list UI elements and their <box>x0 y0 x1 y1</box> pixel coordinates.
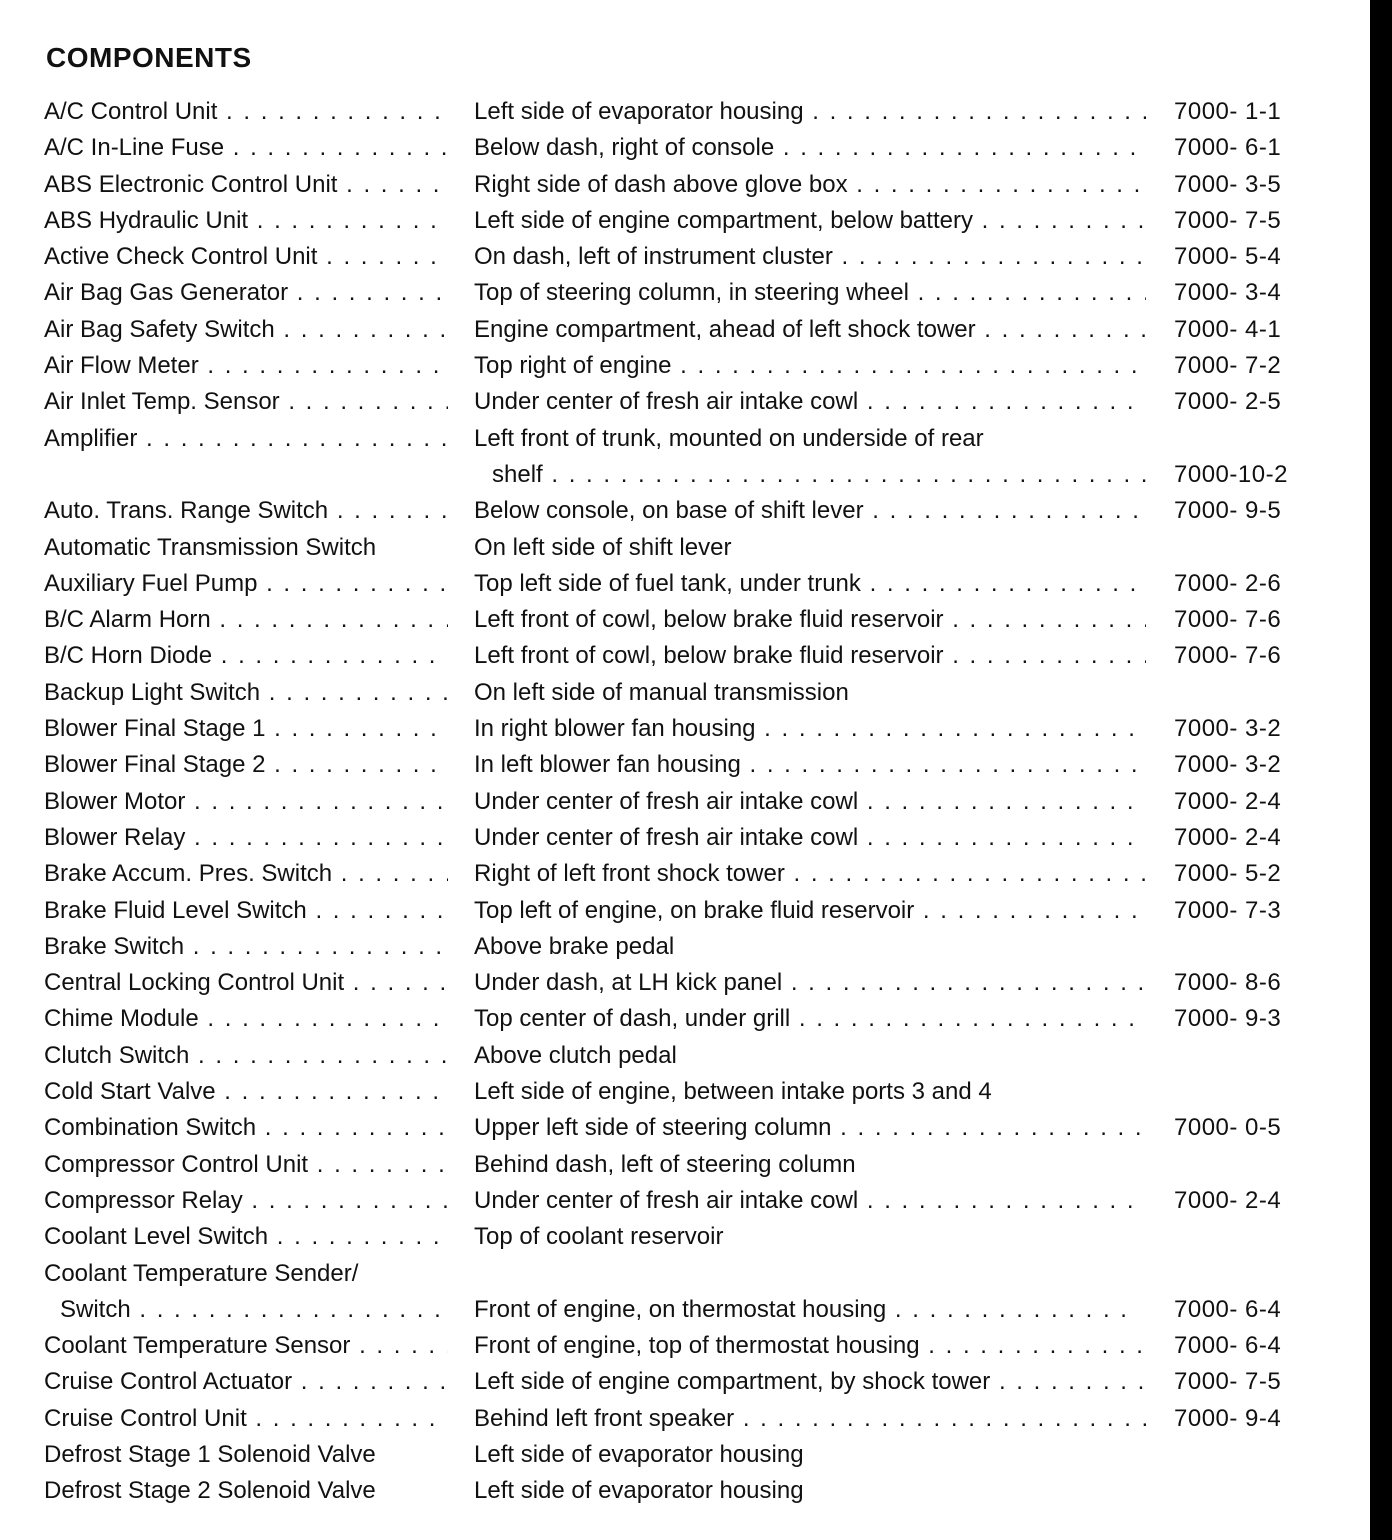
leader-dots <box>337 171 448 198</box>
list-item <box>0 1364 1370 1400</box>
page-reference: 7000- 3-2 <box>1174 751 1282 779</box>
list-item <box>0 130 1370 166</box>
leader-dots <box>976 316 1146 343</box>
leader-dots <box>265 751 448 778</box>
list-item <box>0 348 1370 384</box>
list-item <box>0 675 1370 711</box>
list-item <box>0 312 1370 348</box>
component-location-text: Front of engine, top of thermostat housing <box>474 1332 920 1360</box>
component-location-text: Top of coolant reservoir <box>474 1223 724 1251</box>
component-name-text: Coolant Level Switch <box>44 1223 269 1251</box>
list-item <box>0 784 1370 820</box>
list-item <box>0 1038 1370 1074</box>
component-name-text: Air Inlet Temp. Sensor <box>44 388 280 416</box>
list-item <box>0 1256 1370 1329</box>
page-reference: 7000- 6-4 <box>1174 1295 1282 1323</box>
leader-dots <box>260 679 448 706</box>
component-name-text: Air Bag Safety Switch <box>44 315 275 343</box>
component-location <box>474 384 1146 420</box>
list-item <box>0 1110 1370 1146</box>
component-location <box>474 965 1146 1001</box>
component-location-text: Left front of trunk, mounted on underside of rear <box>474 424 984 452</box>
leader-dots <box>224 134 448 161</box>
leader-dots <box>280 388 448 415</box>
component-name-text: ABS Hydraulic Unit <box>44 206 249 234</box>
page-reference: 7000- 1-1 <box>1174 98 1282 125</box>
component-name <box>44 1473 448 1509</box>
list-item <box>0 1183 1370 1219</box>
component-location <box>474 638 1146 674</box>
leader-dots <box>247 1405 448 1432</box>
component-name <box>44 1110 448 1146</box>
component-name-text: Blower Final Stage 1 <box>44 715 266 743</box>
component-location <box>474 203 1146 239</box>
leader-dots <box>199 352 448 379</box>
component-location <box>474 1328 1146 1364</box>
component-location <box>474 1183 1146 1219</box>
component-location <box>474 856 1146 892</box>
list-item <box>0 711 1370 747</box>
component-name-text: B/C Horn Diode <box>44 642 213 670</box>
page-reference: 7000- 2-4 <box>1174 787 1282 815</box>
leader-dots <box>350 1332 448 1359</box>
component-location <box>474 348 1146 384</box>
component-location-text: Behind dash, left of steering column <box>474 1150 856 1178</box>
component-location <box>474 711 1146 747</box>
component-name-continued <box>60 1292 448 1328</box>
component-name <box>44 493 448 529</box>
list-item <box>0 167 1370 203</box>
component-location-text: In right blower fan housing <box>474 715 756 743</box>
component-name <box>44 1364 448 1400</box>
leader-dots <box>185 824 448 851</box>
component-name <box>44 1256 448 1292</box>
component-location <box>474 602 1146 638</box>
component-location-text: Under dash, at LH kick panel <box>474 969 783 997</box>
leader-dots <box>184 933 448 960</box>
page-reference: 7000- 9-3 <box>1174 1005 1282 1033</box>
component-location-text: Left side of engine compartment, by shock tower <box>474 1368 991 1396</box>
component-location <box>474 1401 1146 1437</box>
component-name-text: Cruise Control Unit <box>44 1404 247 1432</box>
component-location <box>474 675 1146 711</box>
list-item <box>0 1147 1370 1183</box>
leader-dots <box>243 1187 448 1214</box>
component-location-text: Left side of evaporator housing <box>474 1477 804 1505</box>
component-location <box>474 1364 1146 1400</box>
component-name-text: Air Bag Gas Generator <box>44 279 289 307</box>
leader-dots <box>199 1005 448 1032</box>
component-location <box>474 784 1146 820</box>
leader-dots <box>217 98 448 125</box>
component-name <box>44 566 448 602</box>
component-location <box>474 421 1146 457</box>
page-edge-bar <box>1370 0 1392 1540</box>
component-location-text: Left side of engine compartment, below battery <box>474 206 973 234</box>
component-location <box>474 566 1146 602</box>
component-name <box>44 1147 448 1183</box>
page-reference: 7000- 2-5 <box>1174 388 1282 416</box>
page-reference: 7000- 2-6 <box>1174 569 1282 597</box>
component-location-text: Under center of fresh air intake cowl <box>474 787 859 815</box>
leader-dots <box>185 788 448 815</box>
component-location-text: Under center of fresh air intake cowl <box>474 388 859 416</box>
page-reference: 7000- 7-2 <box>1174 352 1282 380</box>
component-location-text: Left side of evaporator housing <box>474 98 804 125</box>
list-item <box>0 1437 1370 1473</box>
component-location <box>474 493 1146 529</box>
leader-dots <box>785 860 1146 887</box>
list-item <box>0 566 1370 602</box>
component-name <box>44 893 448 929</box>
component-location <box>474 1147 1146 1183</box>
component-location-text: Top right of engine <box>474 352 672 380</box>
component-name <box>44 784 448 820</box>
leader-dots <box>864 497 1146 524</box>
component-name-text: Defrost Stage 2 Solenoid Valve <box>44 1477 376 1505</box>
component-name <box>44 130 448 166</box>
component-name <box>44 1074 448 1110</box>
component-location-text: Right of left front shock tower <box>474 860 785 888</box>
component-location <box>474 130 1146 166</box>
list-item <box>0 275 1370 311</box>
list-item <box>0 820 1370 856</box>
leader-dots <box>920 1332 1146 1359</box>
component-location <box>474 747 1146 783</box>
page-reference: 7000- 5-2 <box>1174 860 1282 888</box>
leader-dots <box>308 1151 448 1178</box>
component-name-text: Brake Accum. Pres. Switch <box>44 860 333 888</box>
component-name-text: Air Flow Meter <box>44 352 199 380</box>
component-name-text: Blower Final Stage 2 <box>44 751 266 779</box>
leader-dots <box>782 969 1146 996</box>
component-name <box>44 275 448 311</box>
component-location-text: Below dash, right of console <box>474 134 775 162</box>
leader-dots <box>858 388 1146 415</box>
component-name-continued-text: Switch <box>60 1295 131 1323</box>
component-name <box>44 602 448 638</box>
component-name <box>44 94 448 130</box>
list-item <box>0 1401 1370 1437</box>
component-location <box>474 1038 1146 1074</box>
component-location <box>474 530 1146 566</box>
component-location <box>474 239 1146 275</box>
component-location <box>474 929 1146 965</box>
component-name <box>44 421 448 457</box>
leader-dots <box>275 316 448 343</box>
page-reference: 7000- 3-2 <box>1174 715 1282 743</box>
component-location-text: Right side of dash above glove box <box>474 170 848 198</box>
component-location-continued <box>474 1292 1128 1328</box>
component-location <box>474 893 1146 929</box>
component-name-text: Clutch Switch <box>44 1041 190 1069</box>
page-reference: 7000- 7-6 <box>1174 642 1282 670</box>
component-location-text: Top left side of fuel tank, under trunk <box>474 569 861 597</box>
component-name-text: Defrost Stage 1 Solenoid Valve <box>44 1440 376 1468</box>
component-location <box>474 1110 1146 1146</box>
component-name-text: ABS Electronic Control Unit <box>44 170 338 198</box>
component-name-text: Compressor Control Unit <box>44 1150 309 1178</box>
component-name <box>44 1401 448 1437</box>
list-item <box>0 638 1370 674</box>
component-name <box>44 1001 448 1037</box>
list-item <box>0 602 1370 638</box>
component-location-text: Left front of cowl, below brake fluid reservoir <box>474 606 944 634</box>
page-reference: 7000- 9-4 <box>1174 1404 1282 1432</box>
leader-dots <box>756 715 1146 742</box>
component-name <box>44 530 448 566</box>
component-name <box>44 239 448 275</box>
component-location-continued-text: shelf <box>492 460 543 488</box>
page-reference: 7000- 5-4 <box>1174 243 1282 271</box>
page-reference: 7000- 9-5 <box>1174 497 1282 525</box>
list-item <box>0 893 1370 929</box>
leader-dots <box>212 642 448 669</box>
component-name-text: Automatic Transmission Switch <box>44 533 377 561</box>
component-name-text: Auto. Trans. Range Switch <box>44 497 329 525</box>
component-location-continued <box>492 457 1146 493</box>
component-location-text: Top center of dash, under grill <box>474 1005 791 1033</box>
component-location <box>474 94 1146 130</box>
list-item <box>0 239 1370 275</box>
page-reference: 7000- 4-1 <box>1174 315 1282 343</box>
component-location-text: Left side of evaporator housing <box>474 1440 804 1468</box>
component-name <box>44 1183 448 1219</box>
component-name <box>44 348 448 384</box>
component-name <box>44 203 448 239</box>
leader-dots <box>131 1296 448 1323</box>
leader-dots <box>858 824 1146 851</box>
leader-dots <box>858 788 1146 815</box>
page-reference: 7000- 2-4 <box>1174 1186 1282 1214</box>
leader-dots <box>344 969 448 996</box>
component-name-text: Compressor Relay <box>44 1186 243 1214</box>
list-item <box>0 530 1370 566</box>
leader-dots <box>804 98 1146 125</box>
list-item <box>0 384 1370 420</box>
leader-dots <box>944 606 1146 633</box>
component-name-text: A/C In-Line Fuse <box>44 134 225 162</box>
leader-dots <box>265 715 448 742</box>
leader-dots <box>909 279 1146 306</box>
component-location-text: Below console, on base of shift lever <box>474 497 864 525</box>
component-name-text: Cold Start Valve <box>44 1078 216 1106</box>
component-location <box>474 1473 1146 1509</box>
component-location-text: On left side of manual transmission <box>474 678 849 706</box>
leader-dots <box>256 1114 448 1141</box>
page-reference: 7000- 8-6 <box>1174 969 1282 997</box>
leader-dots <box>861 570 1146 597</box>
component-name-text: Central Locking Control Unit <box>44 969 345 997</box>
component-name <box>44 312 448 348</box>
page-reference: 7000- 7-3 <box>1174 896 1282 924</box>
component-name-text: B/C Alarm Horn <box>44 606 211 634</box>
leader-dots <box>288 279 448 306</box>
component-location-continued-text: Front of engine, on thermostat housing <box>474 1295 887 1323</box>
leader-dots <box>914 897 1146 924</box>
component-name <box>44 747 448 783</box>
leader-dots <box>790 1005 1146 1032</box>
component-name-text: Amplifier <box>44 424 138 452</box>
leader-dots <box>328 497 448 524</box>
leader-dots <box>886 1296 1128 1323</box>
component-name-text: Chime Module <box>44 1005 199 1033</box>
component-location-text: On dash, left of instrument cluster <box>474 243 833 271</box>
component-location <box>474 1219 1146 1255</box>
component-location-text: Above clutch pedal <box>474 1041 677 1069</box>
list-item <box>0 1074 1370 1110</box>
component-list <box>0 94 1370 1510</box>
component-location-text: Engine compartment, ahead of left shock tower <box>474 315 976 343</box>
component-location <box>474 312 1146 348</box>
component-name-text: Combination Switch <box>44 1114 257 1142</box>
component-name <box>44 965 448 1001</box>
component-name <box>44 384 448 420</box>
leader-dots <box>734 1405 1146 1432</box>
component-name <box>44 1219 448 1255</box>
component-location <box>474 1074 1146 1110</box>
page-reference: 7000- 3-4 <box>1174 279 1282 307</box>
component-name <box>44 820 448 856</box>
leader-dots <box>292 1368 448 1395</box>
component-location-text: Under center of fresh air intake cowl <box>474 823 859 851</box>
list-item <box>0 1001 1370 1037</box>
list-item <box>0 493 1370 529</box>
component-location-text: Upper left side of steering column <box>474 1114 832 1142</box>
list-item <box>0 94 1370 130</box>
leader-dots <box>248 207 448 234</box>
leader-dots <box>332 860 448 887</box>
component-location-text: Top left of engine, on brake fluid reservoir <box>474 896 915 924</box>
leader-dots <box>973 207 1146 234</box>
component-location-text: Under center of fresh air intake cowl <box>474 1186 859 1214</box>
list-item <box>0 203 1370 239</box>
list-item <box>0 421 1370 494</box>
component-name-text: Active Check Control Unit <box>44 243 318 271</box>
list-item <box>0 1219 1370 1255</box>
component-name <box>44 1038 448 1074</box>
component-name-text: Auxiliary Fuel Pump <box>44 569 258 597</box>
page-reference: 7000- 7-5 <box>1174 1368 1282 1396</box>
list-item <box>0 856 1370 892</box>
leader-dots <box>832 1114 1146 1141</box>
list-item <box>0 1473 1370 1509</box>
component-name <box>44 675 448 711</box>
list-item <box>0 965 1370 1001</box>
component-name-text: Blower Relay <box>44 823 186 851</box>
page-reference: 7000- 3-5 <box>1174 170 1282 198</box>
component-name-text: Backup Light Switch <box>44 678 261 706</box>
component-location <box>474 275 1146 311</box>
component-location <box>474 167 1146 203</box>
list-item <box>0 1328 1370 1364</box>
component-location-text: Top of steering column, in steering wheel <box>474 279 909 307</box>
component-location <box>474 1437 1146 1473</box>
leader-dots <box>944 642 1146 669</box>
page-reference: 7000- 7-6 <box>1174 606 1282 634</box>
component-location <box>474 1001 1146 1037</box>
leader-dots <box>990 1368 1146 1395</box>
component-name-text: Brake Switch <box>44 932 185 960</box>
component-name-text: Cruise Control Actuator <box>44 1368 293 1396</box>
component-name-text: Coolant Temperature Sender/ <box>44 1259 359 1287</box>
page-reference: 7000-10-2 <box>1174 460 1288 488</box>
leader-dots <box>543 461 1146 488</box>
component-name-text: Brake Fluid Level Switch <box>44 896 307 924</box>
leader-dots <box>216 1078 448 1105</box>
component-location <box>474 820 1146 856</box>
page-reference: 7000- 6-1 <box>1174 134 1282 162</box>
leader-dots <box>189 1042 448 1069</box>
section-heading: COMPONENTS <box>46 42 252 73</box>
component-location-text: Above brake pedal <box>474 932 675 960</box>
page-reference: 7000- 0-5 <box>1174 1114 1282 1142</box>
component-name <box>44 638 448 674</box>
page-reference: 7000- 7-5 <box>1174 206 1282 234</box>
component-name <box>44 1437 448 1473</box>
leader-dots <box>257 570 448 597</box>
leader-dots <box>833 243 1146 270</box>
component-name <box>44 167 448 203</box>
component-location-text: Behind left front speaker <box>474 1404 735 1432</box>
leader-dots <box>307 897 448 924</box>
leader-dots <box>137 425 448 452</box>
component-name-text: Coolant Temperature Sensor <box>44 1332 351 1360</box>
leader-dots <box>268 1223 448 1250</box>
component-location-text: Left front of cowl, below brake fluid reservoir <box>474 642 944 670</box>
leader-dots <box>741 751 1146 778</box>
component-location-text: Left side of engine, between intake ports 3 and 4 <box>474 1078 992 1106</box>
leader-dots <box>671 352 1146 379</box>
leader-dots <box>858 1187 1146 1214</box>
leader-dots <box>211 606 448 633</box>
component-name <box>44 1328 448 1364</box>
page-reference: 7000- 6-4 <box>1174 1332 1282 1360</box>
leader-dots <box>317 243 448 270</box>
component-name <box>44 929 448 965</box>
leader-dots <box>848 171 1146 198</box>
page-reference: 7000- 2-4 <box>1174 823 1282 851</box>
component-name <box>44 856 448 892</box>
list-item <box>0 747 1370 783</box>
leader-dots <box>774 134 1146 161</box>
component-name-text: A/C Control Unit <box>44 98 218 125</box>
component-location-text: In left blower fan housing <box>474 751 741 779</box>
component-location-text: On left side of shift lever <box>474 533 732 561</box>
component-name <box>44 711 448 747</box>
list-item <box>0 929 1370 965</box>
component-name-text: Blower Motor <box>44 787 186 815</box>
